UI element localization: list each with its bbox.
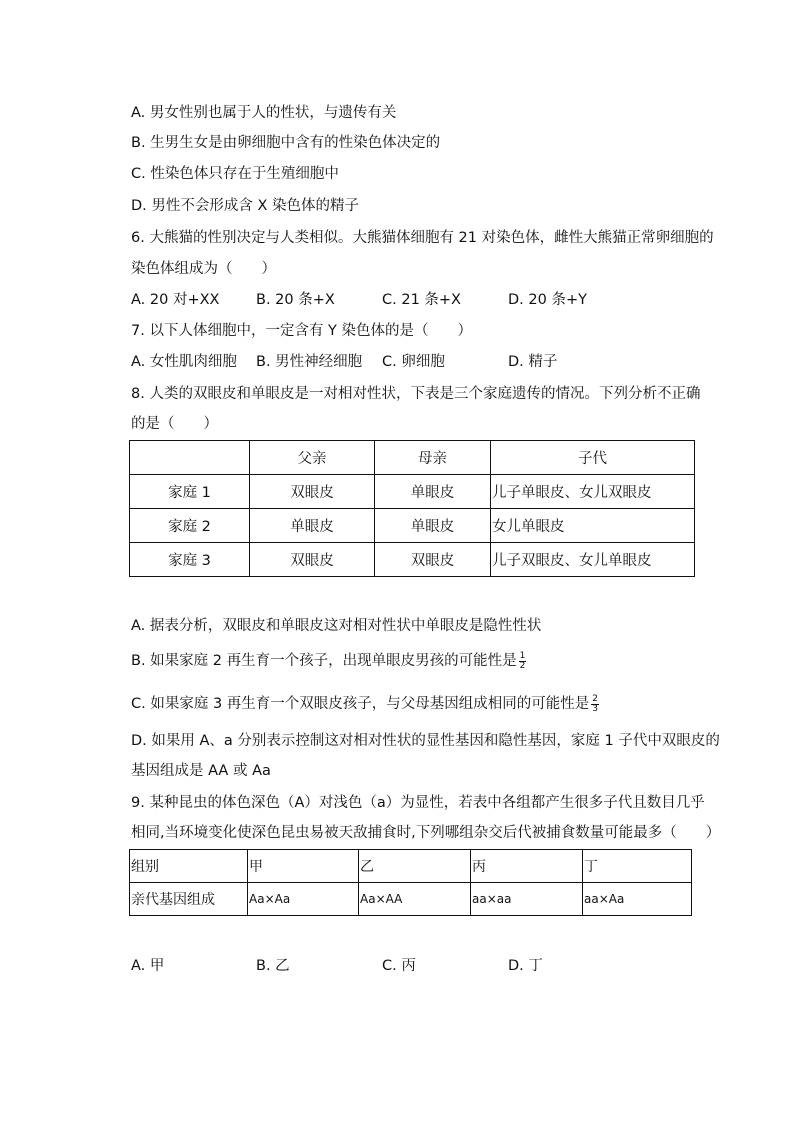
table-cell: 双眼皮 xyxy=(250,475,375,509)
table-cell: 丙 xyxy=(471,850,583,883)
fraction-numerator: 2 xyxy=(592,693,599,704)
q8-option-c-text: C. 如果家庭 3 再生育一个双眼皮孩子，与父母基因组成相同的可能性是 xyxy=(131,696,590,712)
q8-stem-line1: 8. 人类的双眼皮和单眼皮是一对相对性状，下表是三个家庭遗传的情况。下列分析不正确 xyxy=(131,386,701,402)
q7-option-c: C. 卵细胞 xyxy=(382,354,445,370)
table-cell: 组别 xyxy=(130,850,248,883)
q6-option-a: A. 20 对+XX xyxy=(131,292,220,308)
fraction-denominator: 3 xyxy=(592,703,599,714)
q8-family-table xyxy=(129,440,695,577)
table-cell: 家庭 1 xyxy=(130,475,250,509)
q8-option-d-line1: D. 如果用 A、a 分别表示控制这对相对性状的显性基因和隐性基因，家庭 1 子代中双眼皮的 xyxy=(131,733,720,749)
table-row xyxy=(130,543,695,577)
q6-stem-line1: 6. 大熊猫的性别决定与人类相似。大熊猫体细胞有 21 对染色体，雌性大熊猫正常卵细胞的 xyxy=(131,230,714,246)
q8-option-a: A. 据表分析，双眼皮和单眼皮这对相对性状中单眼皮是隐性性状 xyxy=(131,618,542,634)
table-header-row xyxy=(130,441,695,475)
table-cell: 乙 xyxy=(359,850,471,883)
q7-stem: 7. 以下人体细胞中，一定含有 Y 染色体的是（ ） xyxy=(131,323,473,339)
q9-stem-line1: 9. 某种昆虫的体色深色（A）对浅色（a）为显性，若表中各组都产生很多子代且数目几乎 xyxy=(131,795,705,811)
table-cell: 双眼皮 xyxy=(250,543,375,577)
q9-stem-line2: 相同,当环境变化使深色昆虫易被天敌捕食时,下列哪组杂交后代被捕食数量可能最多（ ） xyxy=(131,825,721,841)
table-row xyxy=(130,850,692,883)
q5-option-a: A. 男女性别也属于人的性状，与遗传有关 xyxy=(131,105,397,121)
q5-option-c: C. 性染色体只存在于生殖细胞中 xyxy=(131,166,339,182)
fraction-numerator: 1 xyxy=(519,650,526,661)
q7-option-d: D. 精子 xyxy=(508,354,558,370)
table-row xyxy=(130,475,695,509)
table-header-cell: 母亲 xyxy=(375,441,491,475)
q8-stem-line2: 的是（ ） xyxy=(131,416,218,432)
q8-option-c xyxy=(131,694,599,714)
q7-option-b: B. 男性神经细胞 xyxy=(256,354,363,370)
table-cell: 丁 xyxy=(583,850,692,883)
table-cell: 女儿单眼皮 xyxy=(491,509,695,543)
table-cell: Aa×Aa xyxy=(248,883,359,916)
table-cell: Aa×AA xyxy=(359,883,471,916)
table-cell: 单眼皮 xyxy=(375,475,491,509)
table-cell: aa×aa xyxy=(471,883,583,916)
fraction-one-half xyxy=(519,652,527,671)
q5-option-d: D. 男性不会形成含 X 染色体的精子 xyxy=(131,198,360,214)
table-cell: 儿子单眼皮、女儿双眼皮 xyxy=(491,475,695,509)
q8-option-b xyxy=(131,651,526,671)
table-header-cell xyxy=(130,441,250,475)
q9-cross-table xyxy=(129,849,692,916)
fraction-denominator: 2 xyxy=(519,660,526,671)
fraction-two-thirds xyxy=(591,695,599,714)
q8-option-b-text: B. 如果家庭 2 再生育一个孩子，出现单眼皮男孩的可能性是 xyxy=(131,653,517,669)
q5-option-b: B. 生男生女是由卵细胞中含有的性染色体决定的 xyxy=(131,135,441,151)
q6-option-c: C. 21 条+X xyxy=(382,292,461,308)
table-cell: 双眼皮 xyxy=(375,543,491,577)
table-cell: 甲 xyxy=(248,850,359,883)
table-header-cell: 父亲 xyxy=(250,441,375,475)
q6-stem-line2: 染色体组成为（ ） xyxy=(131,261,276,277)
q9-option-d: D. 丁 xyxy=(508,958,543,974)
table-cell: aa×Aa xyxy=(583,883,692,916)
table-cell: 单眼皮 xyxy=(250,509,375,543)
table-cell: 单眼皮 xyxy=(375,509,491,543)
q8-option-d-line2: 基因组成是 AA 或 Aa xyxy=(131,763,271,779)
table-cell: 家庭 3 xyxy=(130,543,250,577)
q9-option-c: C. 丙 xyxy=(382,958,416,974)
q9-option-a: A. 甲 xyxy=(131,958,165,974)
table-cell: 儿子双眼皮、女儿单眼皮 xyxy=(491,543,695,577)
q6-option-b: B. 20 条+X xyxy=(256,292,335,308)
table-row xyxy=(130,883,692,916)
table-header-cell: 子代 xyxy=(491,441,695,475)
q7-option-a: A. 女性肌肉细胞 xyxy=(131,354,237,370)
table-row xyxy=(130,509,695,543)
table-cell: 亲代基因组成 xyxy=(130,883,248,916)
table-cell: 家庭 2 xyxy=(130,509,250,543)
q9-option-b: B. 乙 xyxy=(256,958,290,974)
q6-option-d: D. 20 条+Y xyxy=(508,292,587,308)
